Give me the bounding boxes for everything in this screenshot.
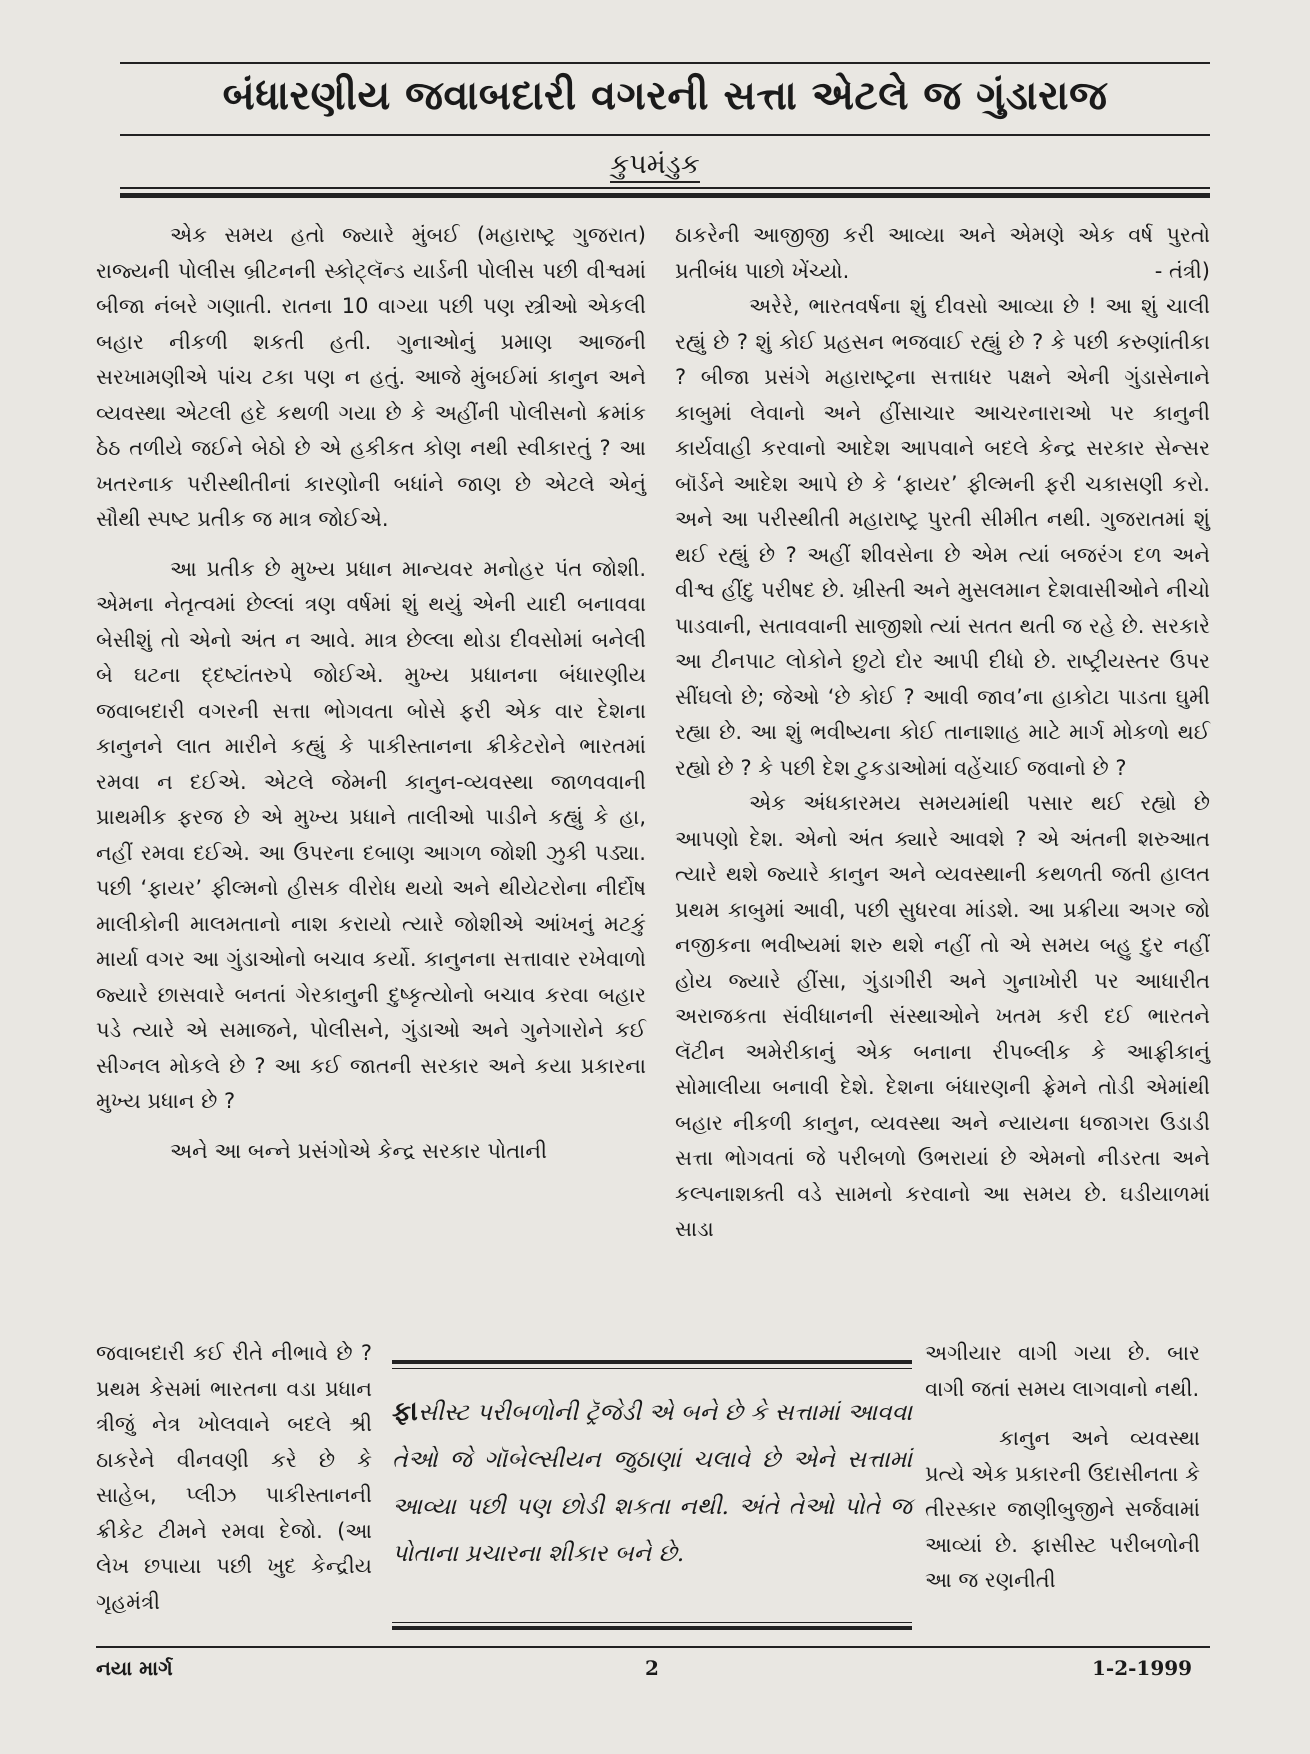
issue-date: 1-2-1999: [1092, 1656, 1193, 1680]
header-rule-thin: [120, 187, 1210, 189]
pull-quote-top-rule-thin: [392, 1368, 912, 1369]
paragraph: આ પ્રતીક છે મુખ્ય પ્રધાન માન્યવર મનોહર પંત જોશી. એમના નેતૃત્વમાં છેલ્લાં ત્રણ વર્ષમાં શું થયું એની યાદી બનાવવા બેસીશું તો એનો અંત ન આવે. માત્ર છેલ્લા થોડા દીવસોમાં બનેલી બે ઘટના દ્દષ્ટાંતરુપે જોઈએ. મુખ્ય પ્રધાનના બંધારણીય જવાબદારી વગરની સત્તા ભોગવતા બોસે ફરી એક વાર દેશના કાનુનને લાત મારીને કહ્યું કે પાકીસ્તાનના ક્રીકેટરોને ભારતમાં રમવા ન દઈએ. એટલે જેમની કાનુન-વ્યવસ્થા જાળવવાની પ્રાથમીક ફરજ છે એ મુખ્ય પ્રધાને તાલીઓ પાડીને કહ્યું કે હા, નહીં રમવા દઈએ. આ ઉપરના દબાણ આગળ જોશી ઝુકી પડ્યા. પછી ‘ફાયર’ ફીલ્મનો હીસક વીરોધ થયો અને થીયેટરોના નીર્દોષ માલીકોની માલમતાનો નાશ કરાયો ત્યારે જોશીએ આંખનું મટકું માર્યા વગર આ ગુંડાઓનો બચાવ કર્યો. કાનુનના સત્તાવાર રખેવાળો જ્યારે છાસવારે બનતાં ગેરકાનુની દુષ્કૃત્યોનો બચાવ કરવા બહાર પડે ત્યારે એ સમાજને, પોલીસને, ગુંડાઓ અને ગુનેગારોને કઈ સીગ્નલ મોકલે છે ? આ કઈ જાતની સરકાર અને કયા પ્રકારના મુખ્ય પ્રધાન છે ?: [96, 556, 646, 1113]
pull-quote-top-rule: [392, 1360, 912, 1364]
paragraph: અરેરે, ભારતવર્ષના શું દીવસો આવ્યા છે ! આ શું ચાલી રહ્યું છે ? શું કોઈ પ્રહસન ભજવાઈ રહ્યું છે ? કે પછી કરુણાંતીકા ? બીજા પ્રસંગે મહારાષ્ટ્રના સત્તાધર પક્ષને એની ગુંડાસેનાને કાબુમાં લેવાનો અને હીંસાચાર આચરનારાઓ પર કાનુની કાર્યવાહી કરવાનો આદેશ આપવાને બદલે કેન્દ્ર સરકાર સેન્સર બૉર્ડને આદેશ આપે છે કે ‘ફાયર’ ફીલ્મની ફરી ચકાસણી કરો. અને આ પરીસ્થીતી મહારાષ્ટ્ર પુરતી સીમીત નથી. ગુજરાતમાં શું થઈ રહ્યું છે ? અહીં શીવસેના છે એમ ત્યાં બજરંગ દળ અને વીશ્વ હીંદુ પરીષદ છે. ખ્રીસ્તી અને મુસલમાન દેશવાસીઓને નીચો પાડવાની, સતાવવાની સાજીશો ત્યાં સતત થતી જ રહે છે. સરકારે આ ટીનપાટ લોકોને છુટો દોર આપી દીધો છે. રાષ્ટ્રીયસ્તર ઉપર સીંઘલો છે; જેઓ ‘છે કોઈ ? આવી જાવ’ના હાકોટા પાડતા ઘુમી રહ્યા છે. આ શું ભવીષ્યના કોઈ તાનાશાહ માટે માર્ગ મોકળો થઈ રહ્યો છે ? કે પછી દેશ ટુકડાઓમાં વહેંચાઈ જવાનો છે ?: [675, 294, 1210, 780]
page-number: 2: [645, 1656, 659, 1680]
footer-rule: [96, 1646, 1210, 1648]
pull-quote: [392, 1388, 912, 1577]
headline: બંધારણીય જવાબદારી વગરની સત્તા એટલે જ ગુંડારાજ: [222, 73, 1108, 119]
pull-quote-bottom-rule: [392, 1622, 912, 1623]
paragraph: અને આ બન્ને પ્રસંગોએ કેન્દ્ર સરકાર પોતાની: [170, 1138, 548, 1163]
publication-name: નયા માર્ગ: [96, 1656, 173, 1680]
pull-quote-bottom-rule-thick: [392, 1626, 912, 1630]
paragraph: [675, 218, 1210, 289]
paragraph: એક સમય હતો જ્યારે મુંબઈ (મહારાષ્ટ્ર ગુજરાત) રાજ્યની પોલીસ બ્રીટનની સ્કોટ્લૅન્ડ યાર્ડની પોલીસ પછી વીશ્વમાં બીજા નંબરે ગણાતી. રાતના 10 વાગ્યા પછી પણ સ્ત્રીઓ એકલી બહાર નીકળી શકતી હતી. ગુનાઓનું પ્રમાણ આજની સરખામણીએ પાંચ ટકા પણ ન હતું. આજે મુંબઈમાં કાનુન અને વ્યવસ્થા એટલી હદે કથળી ગયા છે કે અહીંની પોલીસનો ક્રમાંક ઠેઠ તળીયે જઈને બેઠો છે એ હકીકત કોણ નથી સ્વીકારતું ? આ ખતરનાક પરીસ્થીતીનાં કારણોની બધાંને જાણ છે એટલે એનું સૌથી સ્પષ્ટ પ્રતીક જ માત્ર જોઈએ.: [96, 223, 646, 531]
author-name: કુપમંડુક: [610, 149, 700, 183]
paragraph: જવાબદારી કઈ રીતે નીભાવે છે ? પ્રથમ કેસમાં ભારતના વડા પ્રધાન ત્રીજું નેત્ર ખોલવાને બદલે શ્રી ઠાકરેને વીનવણી કરે છે કે સાહેબ, પ્લીઝ પાકીસ્તાનની ક્રીકેટ ટીમને રમવા દેજો. (આ લેખ છપાયા પછી ખુદ કેન્દ્રીય ગૃહમંત્રી: [96, 1341, 372, 1614]
article-column-left-bottom: [96, 1336, 372, 1620]
pull-quote-drop: ફા: [392, 1396, 418, 1427]
paragraph: કાનુન અને વ્યવસ્થા પ્રત્યે એક પ્રકારની ઉદાસીનતા કે તીરસ્કાર જાણીબુજીને સર્જવામાં આવ્યાં છે. ફાસીસ્ટ પરીબળોની આ જ રણનીતી: [925, 1426, 1200, 1592]
article-column-right: [675, 218, 1210, 1248]
editor-signature: - તંત્રી): [1154, 258, 1210, 283]
paragraph: અગીયાર વાગી ગયા છે. બાર વાગી જતાં સમય લાગવાનો નથી.: [925, 1341, 1200, 1401]
author-byline: [0, 148, 1310, 182]
headline-rule: [120, 134, 1210, 136]
paragraph-text: ઠાકરેની આજીજી કરી આવ્યા અને એમણે એક વર્ષ પુરતો પ્રતીબંધ પાછો ખેંચ્યો.: [675, 223, 1210, 283]
article-column-right-bottom: [925, 1336, 1200, 1599]
header-rule-thick: [120, 193, 1210, 198]
article-column-left: [96, 218, 646, 1169]
pull-quote-text: સીસ્ટ પરીબળોની ટ્રૅજેડી એ બને છે કે સત્તામાં આવવા તેઓ જે ગૉબેલ્સીયન જુઠાણાં ચલાવે છે એને સત્તામાં આવ્યા પછી પણ છોડી શકતા નથી. અંતે તેઓ પોતે જ પોતાના પ્રચારના શીકાર બને છે.: [392, 1398, 912, 1567]
top-rule: [120, 62, 1210, 64]
paragraph: એક અંધકારમય સમયમાંથી પસાર થઈ રહ્યો છે આપણો દેશ. એનો અંત ક્યારે આવશે ? એ અંતની શરુઆત ત્યારે થશે જ્યારે કાનુન અને વ્યવસ્થાની કથળતી જતી હાલત પ્રથમ કાબુમાં આવી, પછી સુધરવા માંડશે. આ પ્રક્રીયા અગર જો નજીકના ભવીષ્યમાં શરુ થશે નહીં તો એ સમય બહુ દુર નહીં હોય જ્યારે હીંસા, ગુંડાગીરી અને ગુનાખોરી પર આધારીત અરાજકતા સંવીધાનની સંસ્થાઓને ખતમ કરી દઈ ભારતને લૅટીન અમેરીકાનું એક બનાના રીપબ્લીક કે આફ્રીકાનું સોમાલીયા બનાવી દેશે. દેશના બંધારણની ફ્રેમને તોડી એમાંથી બહાર નીકળી કાનુન, વ્યવસ્થા અને ન્યાયના ધજાગરા ઉડાડી સત્તા ભોગવતાં જે પરીબળો ઉભરાયાં છે એમનો નીડરતા અને કલ્પનાશક્તી વડે સામનો કરવાનો આ સમય છે. ઘડીયાળમાં સાડા: [675, 791, 1210, 1241]
